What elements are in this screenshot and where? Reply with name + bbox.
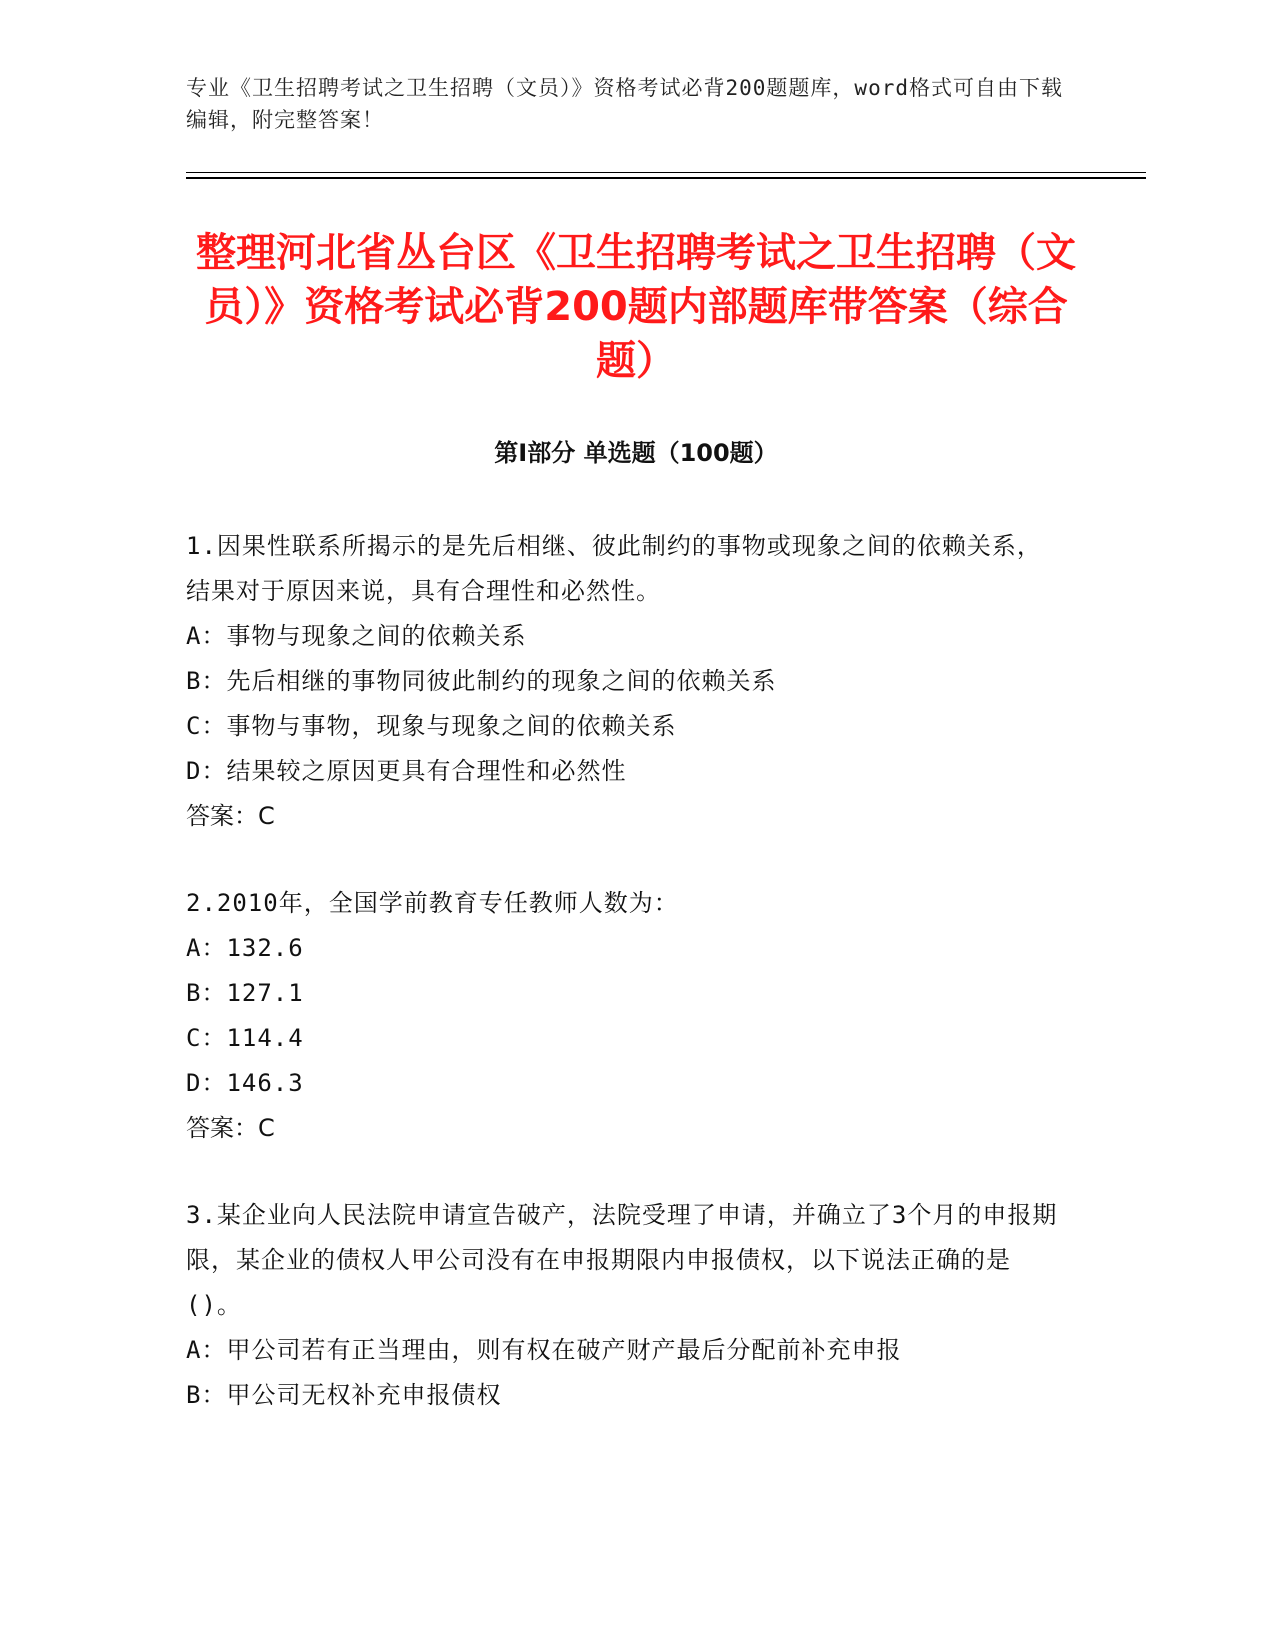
question-option-c: C：事物与事物，现象与现象之间的依赖关系 — [186, 712, 677, 740]
header-rule-thick — [186, 177, 1146, 179]
question-list — [186, 524, 1066, 1460]
question-option-c: C：114.4 — [186, 1024, 304, 1052]
question-stem: 2.2010年，全国学前教育专任教师人数为： — [186, 889, 679, 917]
question-stem: 3.某企业向人民法院申请宣告破产，法院受理了申请，并确立了3个月的申报期限，某企业的债权人甲公司没有在申报期限内申报债权，以下说法正确的是()。 — [186, 1201, 1058, 1319]
question-option-b: B：127.1 — [186, 979, 304, 1007]
question-option-d: D：结果较之原因更具有合理性和必然性 — [186, 757, 627, 785]
question-option-a: A：132.6 — [186, 934, 304, 962]
question-item — [186, 1193, 1066, 1418]
question-option-b: B：先后相继的事物同彼此制约的现象之间的依赖关系 — [186, 667, 777, 695]
section-heading: 第Ⅰ部分 单选题（100题） — [494, 439, 778, 467]
question-option-b: B：甲公司无权补充申报债权 — [186, 1381, 502, 1409]
question-option-a: A：甲公司若有正当理由，则有权在破产财产最后分配前补充申报 — [186, 1336, 902, 1364]
question-item — [186, 881, 1066, 1151]
question-answer: 答案：C — [186, 802, 275, 830]
question-stem: 1.因果性联系所揭示的是先后相继、彼此制约的事物或现象之间的依赖关系，结果对于原因来说，具有合理性和必然性。 — [186, 532, 1042, 605]
question-item — [186, 524, 1066, 839]
header-rule-thin — [186, 172, 1146, 173]
question-option-a: A：事物与现象之间的依赖关系 — [186, 622, 527, 650]
document-title: 整理河北省丛台区《卫生招聘考试之卫生招聘（文员）》资格考试必背200题内部题库带答案（综合题） — [196, 230, 1076, 384]
question-option-d: D：146.3 — [186, 1069, 304, 1097]
header-note: 专业《卫生招聘考试之卫生招聘（文员）》资格考试必背200题题库，word格式可自由下载编辑，附完整答案！ — [186, 76, 1063, 132]
question-answer: 答案：C — [186, 1114, 275, 1142]
